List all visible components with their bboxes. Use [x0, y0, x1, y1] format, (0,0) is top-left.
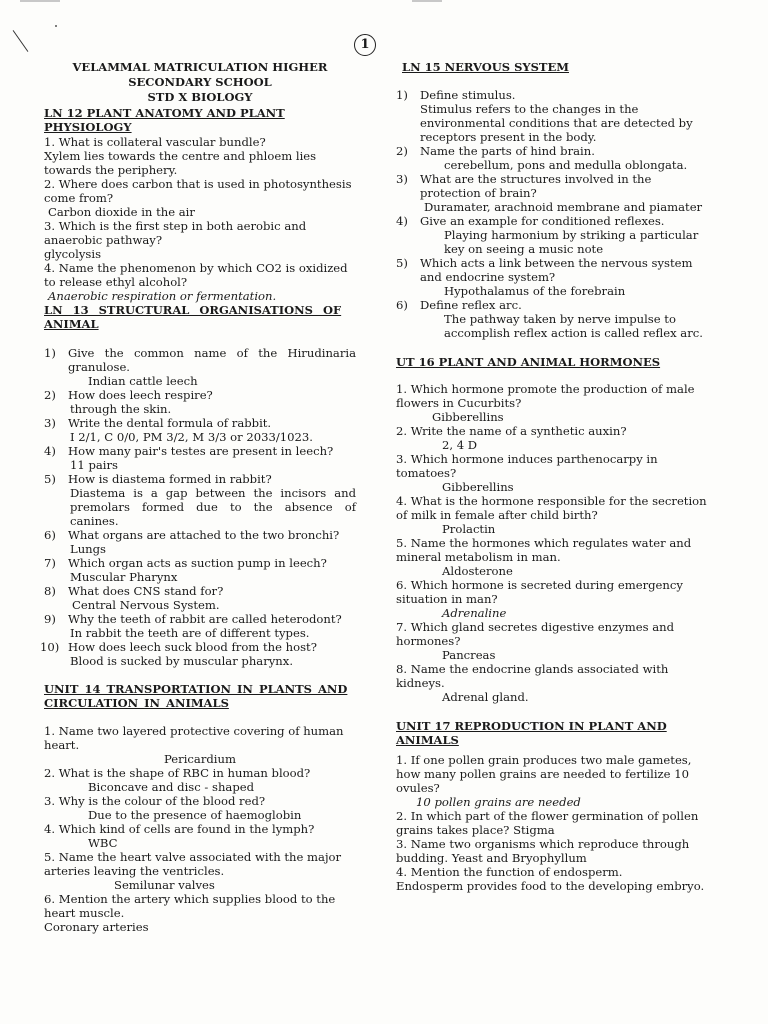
item-number: 1): [396, 88, 408, 102]
answer: Gibberellins: [442, 480, 514, 494]
right-column: [396, 60, 708, 893]
question-list-unit17: [396, 753, 708, 893]
question: 1. Which hormone promote the production of male flowers in Cucurbits?: [396, 382, 695, 410]
answer: Aldosterone: [442, 564, 513, 578]
answer: Semilunar valves: [114, 878, 215, 892]
item-number: 6): [396, 298, 408, 312]
question: 2. What is the shape of RBC in human blood?: [44, 766, 311, 780]
section-title-ln13: LN 13 STRUCTURAL ORGANISATIONS OF ANIMAL: [44, 303, 342, 331]
answer: Endosperm provides food to the developing embryo.: [396, 879, 705, 893]
question-text: Define reflex arc.: [420, 298, 522, 312]
subject-title: STD X BIOLOGY: [147, 90, 253, 104]
answer: Diastema is a gap between the incisors and premolars formed due to the absence of canines.: [70, 486, 356, 528]
item-number: 4): [396, 214, 408, 228]
answer: Due to the presence of haemoglobin: [88, 808, 302, 822]
item-number: 5): [396, 256, 408, 270]
pen-stroke-mark: [13, 30, 29, 52]
question-text: Name the parts of hind brain.: [420, 144, 595, 158]
question: 4. Mention the function of endosperm.: [396, 865, 623, 879]
answer: glycolysis: [44, 247, 102, 261]
item-number: 7): [44, 556, 56, 570]
item-number: 1): [44, 346, 56, 360]
answer: Blood is sucked by muscular pharynx.: [70, 654, 293, 668]
list-item: [40, 640, 356, 654]
item-number: 3): [44, 416, 56, 430]
question: 7. Which gland secretes digestive enzymes and hormones?: [396, 620, 675, 648]
answer: Indian cattle leech: [88, 374, 198, 388]
question-text: Why the teeth of rabbit are called heterodont?: [68, 612, 342, 626]
pen-dot-mark: [55, 25, 57, 27]
answer: Hypothalamus of the forebrain: [444, 284, 626, 298]
question-text: How is diastema formed in rabbit?: [68, 472, 272, 486]
list-item: [44, 346, 356, 374]
list-item: [44, 416, 356, 430]
question: 1. If one pollen grain produces two male gametes, how many pollen grains are needed to fertilize 10 ovules?: [396, 753, 692, 795]
answer: WBC: [88, 836, 118, 850]
answer: Adrenal gland.: [442, 690, 529, 704]
answer: Pancreas: [442, 648, 496, 662]
question-text: Give the common name of the Hirudinaria granulose.: [68, 346, 356, 374]
item-number: 2): [44, 388, 56, 402]
section-title-unit17: UNIT 17 REPRODUCTION IN PLANT AND ANIMALS: [396, 719, 667, 747]
answer: Playing harmonium by striking a particular key on seeing a music note: [444, 228, 699, 256]
question-list-ln13: [40, 346, 356, 668]
question: 2. Where does carbon that is used in photosynthesis come from?: [44, 177, 352, 205]
list-item: [396, 144, 708, 158]
question-list-unit14: [44, 724, 356, 934]
question-text: What does CNS stand for?: [68, 584, 224, 598]
item-number: 8): [44, 584, 56, 598]
question-text: How many pair's testes are present in leech?: [68, 444, 334, 458]
list-item: [396, 172, 708, 200]
item-number: 4): [44, 444, 56, 458]
answer: Central Nervous System.: [72, 598, 220, 612]
question: 2. Write the name of a synthetic auxin?: [396, 424, 627, 438]
question: 2. In which part of the flower germination of pollen grains takes place? Stigma: [396, 809, 699, 837]
section-title-ut16: UT 16 PLANT AND ANIMAL HORMONES: [396, 355, 661, 369]
question: 5. Name the hormones which regulates water and mineral metabolism in man.: [396, 536, 692, 564]
answer: The pathway taken by nerve impulse to accomplish reflex action is called reflex arc.: [444, 312, 703, 340]
question-text: Give an example for conditioned reflexes.: [420, 214, 665, 228]
answer: Anaerobic respiration or fermentation.: [48, 289, 277, 303]
answer: 2, 4 D: [442, 438, 478, 452]
list-item: [44, 528, 356, 542]
question: 4. What is the hormone responsible for the secretion of milk in female after child birth?: [396, 494, 707, 522]
question-text: Define stimulus.: [420, 88, 516, 102]
question-text: What are the structures involved in the protection of brain?: [420, 172, 652, 200]
list-item: [44, 472, 356, 486]
answer: Prolactin: [442, 522, 496, 536]
list-item: [44, 556, 356, 570]
question-text: How does leech respire?: [68, 388, 213, 402]
school-name-line1: VELAMMAL MATRICULATION HIGHER: [72, 60, 328, 74]
question: 3. Name two organisms which reproduce through budding. Yeast and Bryophyllum: [396, 837, 690, 865]
list-item: [44, 584, 356, 598]
question-text: What organs are attached to the two bronchi?: [68, 528, 340, 542]
item-number: 6): [44, 528, 56, 542]
answer: Carbon dioxide in the air: [48, 205, 195, 219]
answer: Xylem lies towards the centre and phloem lies towards the periphery.: [44, 149, 317, 177]
question: 4. Which kind of cells are found in the lymph?: [44, 822, 315, 836]
list-item: [396, 298, 708, 312]
left-column: [40, 60, 356, 934]
item-number: 3): [396, 172, 408, 186]
list-item: [396, 214, 708, 228]
list-item: [396, 88, 708, 102]
question-text: Write the dental formula of rabbit.: [68, 416, 272, 430]
item-number: 5): [44, 472, 56, 486]
scan-edge-mark: [20, 0, 60, 2]
list-item: [44, 388, 356, 402]
question: 3. Which is the first step in both aerobic and anaerobic pathway?: [44, 219, 307, 247]
question-text: Which acts a link between the nervous system and endocrine system?: [420, 256, 693, 284]
question: 3. Which hormone induces parthenocarpy in tomatoes?: [396, 452, 658, 480]
answer: Gibberellins: [432, 410, 504, 424]
answer: Stimulus refers to the changes in the environmental conditions that are detected by receptors present in the body.: [420, 102, 693, 144]
question-list-ln15: [396, 88, 708, 340]
question: 4. Name the phenomenon by which CO2 is oxidized to release ethyl alcohol?: [44, 261, 348, 289]
item-number: 2): [396, 144, 408, 158]
question-list-ut16: [396, 382, 708, 704]
question: 5. Name the heart valve associated with the major arteries leaving the ventricles.: [44, 850, 342, 878]
question: 1. What is collateral vascular bundle?: [44, 135, 266, 149]
school-name-line2: SECONDARY SCHOOL: [128, 75, 272, 89]
item-number: 10): [40, 640, 60, 654]
list-item: [44, 444, 356, 458]
answer: Lungs: [70, 542, 107, 556]
list-item: [44, 612, 356, 626]
answer: 11 pairs: [70, 458, 118, 472]
question-text: Which organ acts as suction pump in leech?: [68, 556, 327, 570]
answer: Adrenaline: [442, 606, 507, 620]
answer: Duramater, arachnoid membrane and piamater: [424, 200, 703, 214]
answer: In rabbit the teeth are of different types.: [70, 626, 310, 640]
answer: Muscular Pharynx: [70, 570, 178, 584]
question: 1. Name two layered protective covering of human heart.: [44, 724, 344, 752]
answer: Pericardium: [164, 752, 236, 766]
scan-edge-mark: [412, 0, 442, 2]
answer: cerebellum, pons and medulla oblongata.: [444, 158, 688, 172]
list-item: [396, 256, 708, 284]
page-number: 1: [354, 34, 376, 56]
item-number: 9): [44, 612, 56, 626]
question-text: How does leech suck blood from the host?: [68, 640, 317, 654]
answer: Biconcave and disc - shaped: [88, 780, 255, 794]
question: 8. Name the endocrine glands associated with kidneys.: [396, 662, 669, 690]
question: 6. Which hormone is secreted during emergency situation in man?: [396, 578, 683, 606]
answer: 10 pollen grains are needed: [416, 795, 581, 809]
section-title-ln12: LN 12 PLANT ANATOMY AND PLANT PHYSIOLOGY: [44, 106, 285, 134]
question: 3. Why is the colour of the blood red?: [44, 794, 266, 808]
answer: Coronary arteries: [44, 920, 149, 934]
question: 6. Mention the artery which supplies blood to the heart muscle.: [44, 892, 336, 920]
answer: through the skin.: [70, 402, 172, 416]
section-title-unit14: UNIT 14 TRANSPORTATION IN PLANTS AND CIRCULATION IN ANIMALS: [44, 682, 348, 710]
answer: I 2/1, C 0/0, PM 3/2, M 3/3 or 2033/1023.: [70, 430, 313, 444]
section-title-ln15: LN 15 NERVOUS SYSTEM: [402, 60, 569, 74]
